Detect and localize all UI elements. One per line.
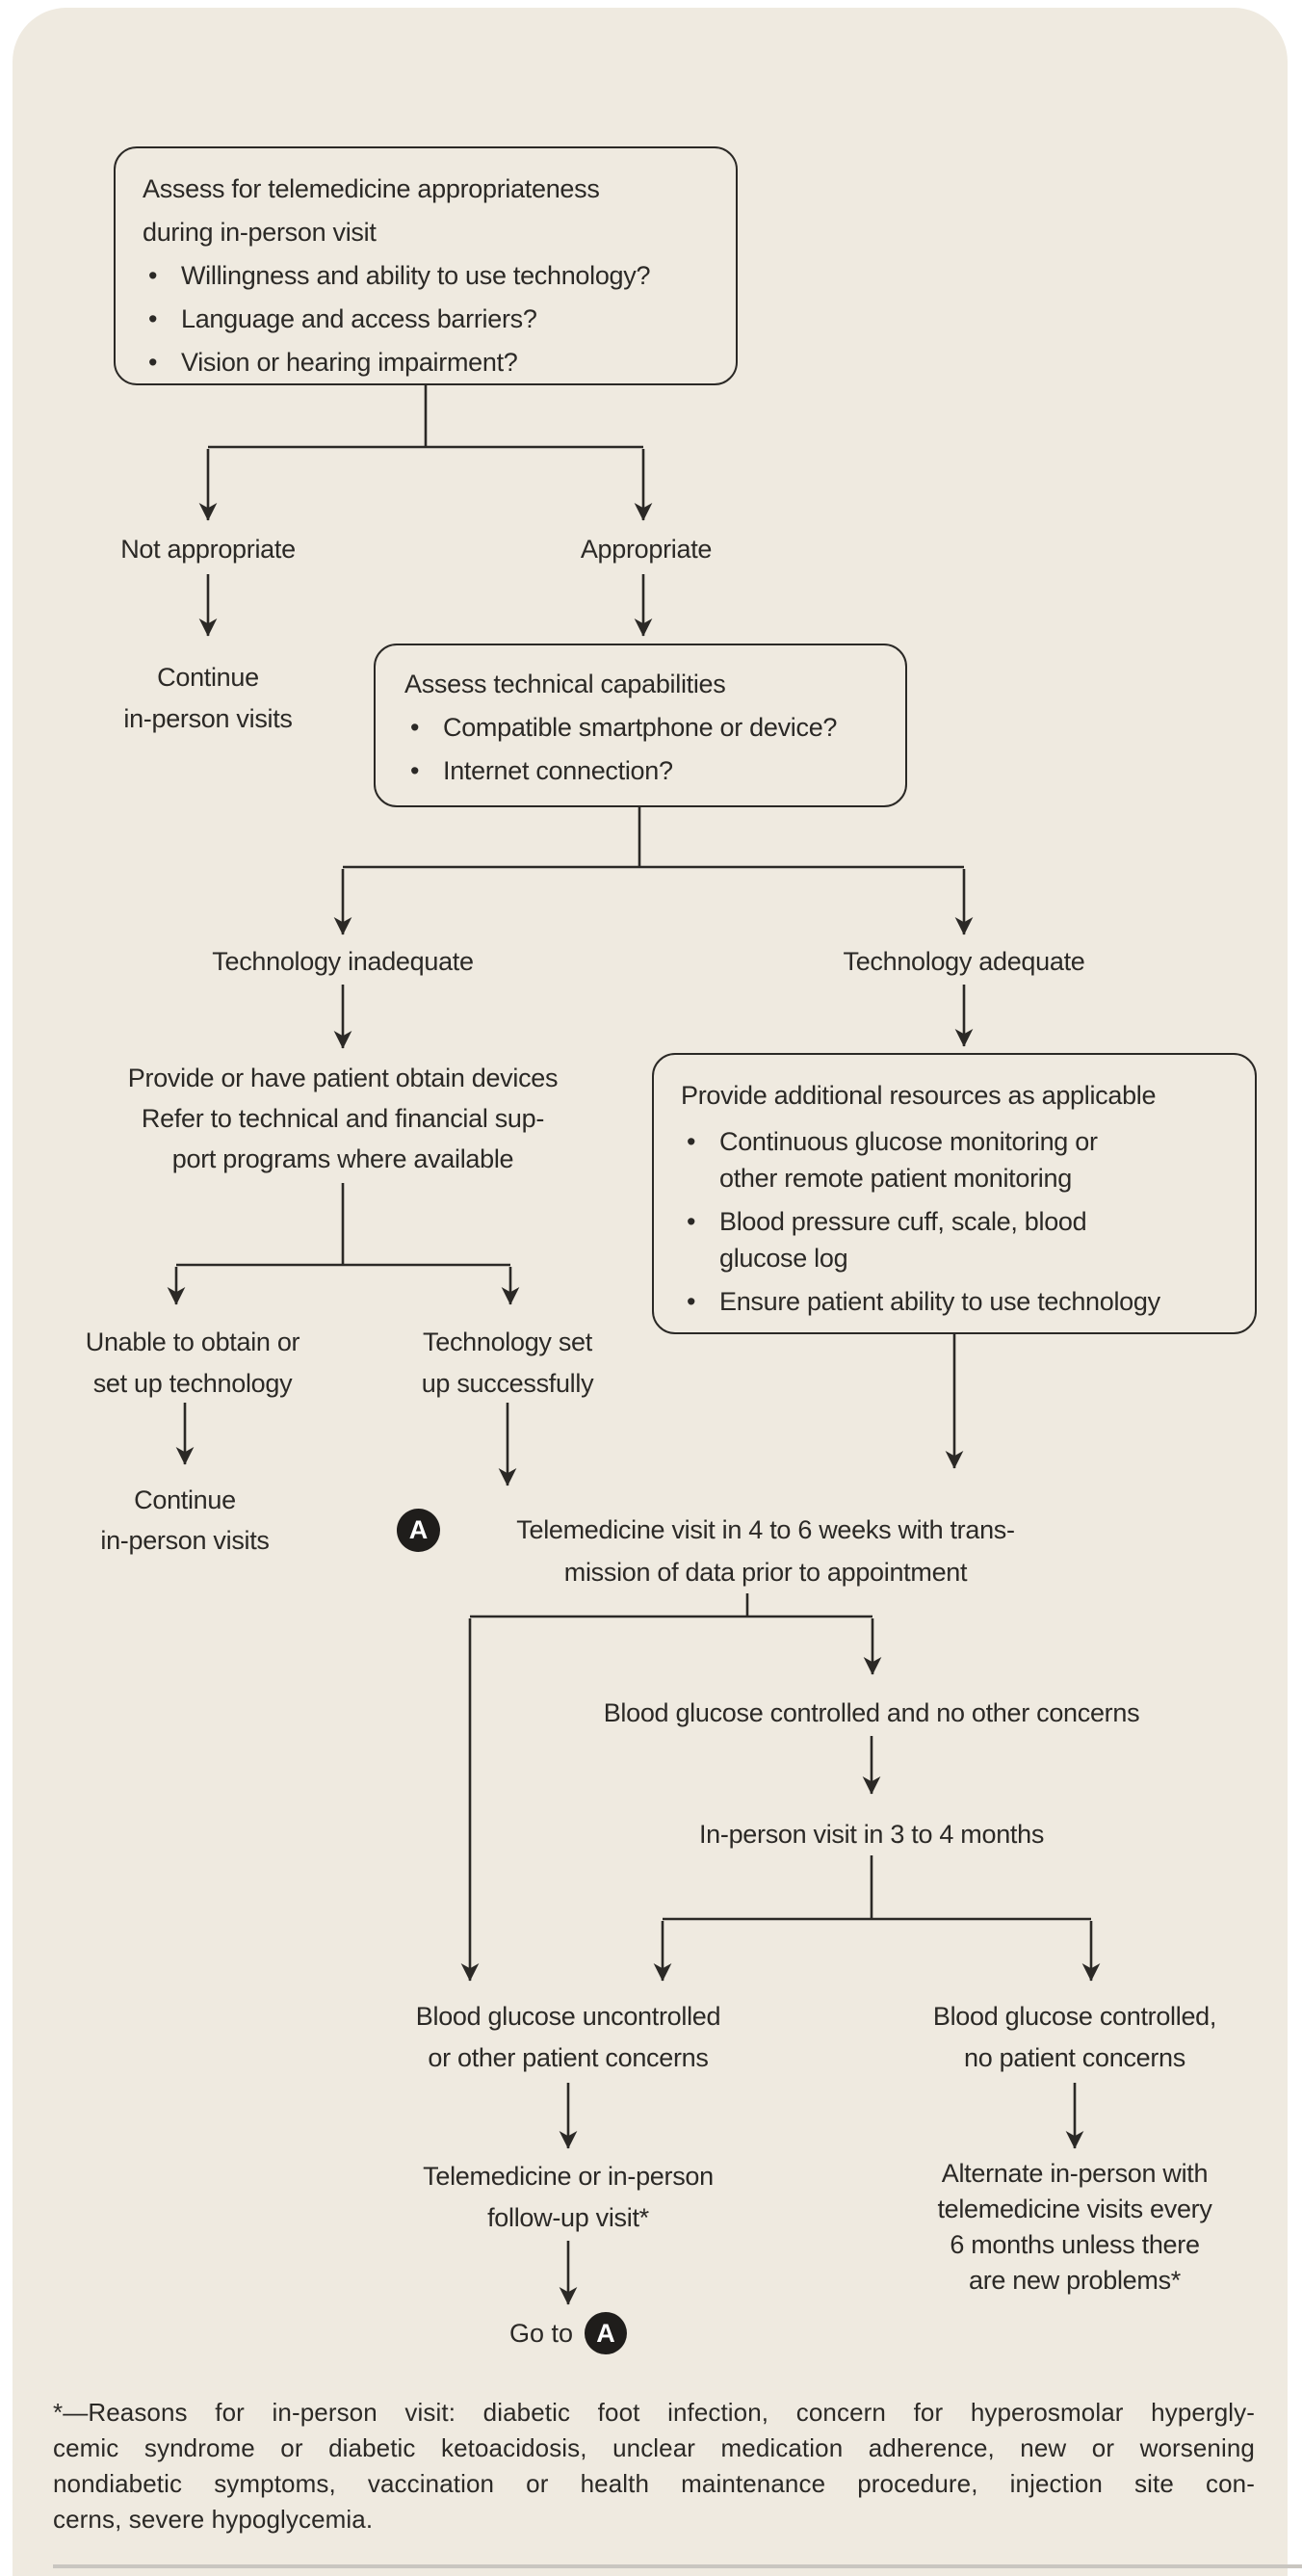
- bullet-icon: •: [148, 261, 158, 290]
- label-line: follow-up visit*: [487, 2203, 649, 2232]
- label-line: Continue: [134, 1485, 236, 1514]
- bullet-text: Vision or hearing impairment?: [181, 348, 518, 377]
- bullet-text-line: Blood pressure cuff, scale, blood: [719, 1207, 1087, 1236]
- bullet-item: [404, 749, 894, 793]
- label-line: Unable to obtain or: [85, 1327, 300, 1356]
- bullet-icon: •: [410, 713, 420, 742]
- label-line: Refer to technical and financial sup-: [141, 1104, 545, 1133]
- node-provide-devices: [128, 1058, 558, 1179]
- label-line: Technology inadequate: [212, 947, 474, 976]
- bullet-text: Compatible smartphone or device?: [443, 713, 838, 742]
- box-title-line: Provide additional resources as applicable: [681, 1081, 1157, 1110]
- node-continue-inperson-2: [100, 1480, 269, 1561]
- node-unable-obtain: [86, 1322, 299, 1405]
- label-line: in-person visits: [100, 1526, 270, 1555]
- label-line: mission of data prior to appointment: [563, 1558, 968, 1587]
- label-line: Blood glucose controlled,: [932, 2002, 1217, 2031]
- node-inperson-3to4-months: [699, 1817, 1044, 1852]
- node-alternate-visits: [937, 2156, 1211, 2299]
- bullet-text-line: Continuous glucose monitoring or: [719, 1127, 1098, 1156]
- bullet-text-line: glucose log: [719, 1244, 848, 1273]
- bullet-text: Internet connection?: [443, 756, 673, 785]
- circle-a-badge: A: [397, 1509, 440, 1552]
- bullet-icon: •: [687, 1127, 696, 1156]
- label-line: Blood glucose uncontrolled: [415, 2002, 721, 2031]
- bullet-item: [681, 1283, 1245, 1320]
- node-technology-adequate: [843, 944, 1084, 979]
- label-line: In-person visit in 3 to 4 months: [698, 1820, 1045, 1849]
- box-title-line: Assess technical capabilities: [404, 670, 726, 698]
- node-tele-followup: [423, 2156, 714, 2239]
- label-line: up successfully: [421, 1369, 594, 1398]
- box-assess-appropriateness: [114, 146, 738, 385]
- label-line: Telemedicine or in-person: [423, 2162, 714, 2191]
- bullet-icon: •: [148, 348, 158, 377]
- label-line: 6 months unless there: [950, 2230, 1200, 2259]
- label-line: or other patient concerns: [428, 2043, 709, 2072]
- circle-a-badge: A: [585, 2312, 627, 2354]
- bullet-item: [681, 1203, 1245, 1276]
- footnote: [53, 2395, 1255, 2537]
- node-bg-controlled-nopatient: [933, 1996, 1216, 2079]
- bullet-item: [143, 254, 724, 298]
- node-technology-inadequate: [212, 944, 473, 979]
- footnote-line: *—Reasons for in-person visit: diabetic foot infection, concern for hyperosmolar hypergly-: [53, 2398, 1255, 2427]
- label-line: Not appropriate: [120, 535, 296, 564]
- box-additional-resources: [652, 1053, 1257, 1334]
- bullet-text: Willingness and ability to use technology?: [181, 261, 651, 290]
- bullet-icon: •: [410, 756, 420, 785]
- bullet-item: [143, 341, 724, 384]
- bullet-item: [143, 298, 724, 341]
- label-line: Alternate in-person with: [941, 2159, 1209, 2188]
- label-line: Provide or have patient obtain devices: [127, 1064, 559, 1092]
- label-line: Telemedicine visit in 4 to 6 weeks with trans-: [516, 1515, 1015, 1544]
- node-goto-a: [509, 2312, 627, 2354]
- label-line: are new problems*: [968, 2266, 1181, 2295]
- box-title-line: during in-person visit: [143, 218, 377, 247]
- bottom-divider-rule: [53, 2564, 1302, 2568]
- goto-label: Go to: [508, 2318, 574, 2348]
- label-line: set up technology: [92, 1369, 293, 1398]
- bullet-text-line: other remote patient monitoring: [719, 1164, 1072, 1193]
- label-line: in-person visits: [123, 704, 293, 733]
- bullet-item: [404, 706, 894, 749]
- label-line: Appropriate: [580, 535, 713, 564]
- footnote-line: cemic syndrome or diabetic ketoacidosis, unclear medication adherence, new or worsening: [53, 2433, 1255, 2462]
- node-bg-uncontrolled: [416, 1996, 720, 2079]
- box-assess-technical: [374, 644, 907, 807]
- label-line: Technology adequate: [843, 947, 1085, 976]
- node-continue-inperson-1: [123, 657, 292, 740]
- label-line: telemedicine visits every: [937, 2195, 1212, 2223]
- bullet-icon: •: [687, 1287, 696, 1316]
- box-title-line: Assess for telemedicine appropriateness: [143, 174, 600, 203]
- bullet-text: [719, 1123, 1245, 1196]
- bullet-text-line: Ensure patient ability to use technology: [719, 1287, 1160, 1316]
- node-telemedicine-visit-a: [397, 1509, 1078, 1593]
- node-appropriate: [581, 532, 712, 566]
- bullet-icon: •: [687, 1207, 696, 1236]
- label-line: port programs where available: [171, 1144, 514, 1173]
- bullet-text: Language and access barriers?: [181, 304, 537, 333]
- bullet-text: [719, 1283, 1245, 1320]
- node-telemedicine-visit-text: [454, 1509, 1078, 1593]
- bullet-text: [719, 1203, 1245, 1276]
- label-line: Blood glucose controlled and no other concerns: [603, 1698, 1140, 1727]
- footnote-line: cerns, severe hypoglycemia.: [53, 2505, 374, 2534]
- label-line: no patient concerns: [964, 2043, 1185, 2072]
- node-tech-setup-success: [422, 1322, 594, 1405]
- node-bg-controlled-no-concerns: [604, 1695, 1140, 1730]
- label-line: Technology set: [423, 1327, 592, 1356]
- bullet-icon: •: [148, 304, 158, 333]
- node-not-appropriate: [120, 532, 296, 566]
- bullet-item: [681, 1123, 1245, 1196]
- footnote-line: nondiabetic symptoms, vaccination or health maintenance procedure, injection site con-: [53, 2469, 1255, 2498]
- label-line: Continue: [157, 663, 259, 692]
